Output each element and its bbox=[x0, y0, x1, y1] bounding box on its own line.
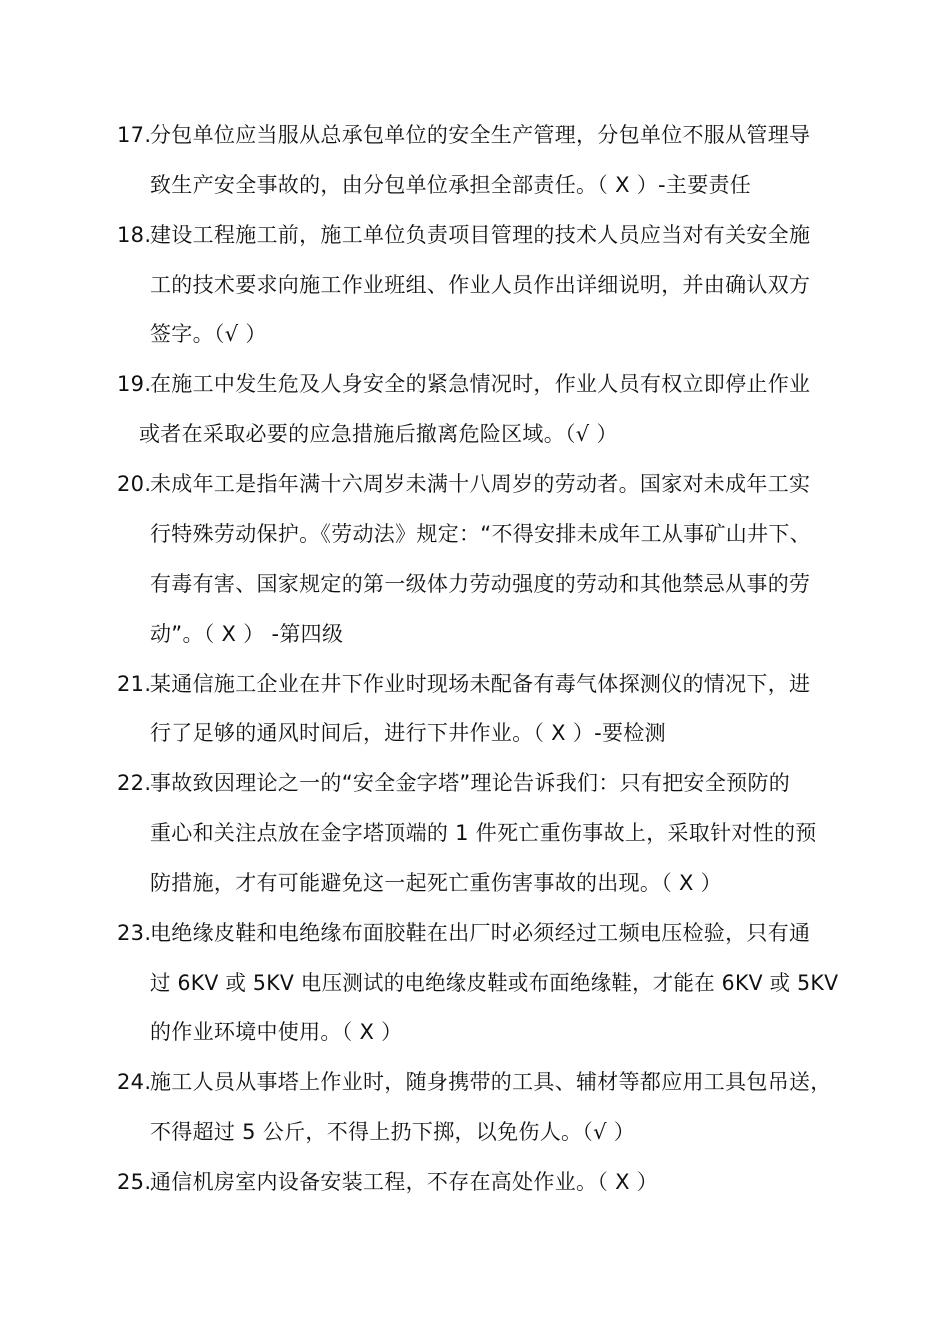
question-number: 24. bbox=[117, 1070, 152, 1094]
question-text-line: 过 6KV 或 5KV 电压测试的电绝缘皮鞋或布面绝缘鞋，才能在 6KV 或 5KV bbox=[150, 971, 839, 995]
question-text-line: 有毒有害、国家规定的第一级体力劳动强度的劳动和其他禁忌从事的劳 bbox=[150, 572, 811, 596]
question-text-line: 的作业环境中使用。（ X ） bbox=[150, 1020, 403, 1044]
question-number: 19. bbox=[117, 372, 152, 396]
question-text-line: 重心和关注点放在金字塔顶端的 1 件死亡重伤事故上，采取针对性的预 bbox=[150, 821, 817, 845]
question-text-line: 动”。（ X ） -第四级 bbox=[150, 622, 344, 646]
question-text-line: 不得超过 5 公斤，不得上扔下掷，以免伤人。（√ ） bbox=[150, 1120, 636, 1144]
question-number: 21. bbox=[117, 672, 152, 696]
question-text-line: 施工人员从事塔上作业时，随身携带的工具、辅材等都应用工具包吊送， bbox=[150, 1070, 832, 1094]
question-text-line: 行特殊劳动保护。《劳动法》规定：“不得安排未成年工从事矿山井下、 bbox=[150, 522, 811, 546]
question-number: 23. bbox=[117, 921, 152, 945]
question-text-line: 建设工程施工前，施工单位负责项目管理的技术人员应当对有关安全施 bbox=[150, 223, 811, 247]
question-text-line: 防措施，才有可能避免这一起死亡重伤害事故的出现。（ X ） bbox=[150, 871, 722, 895]
question-text-line: 事故致因理论之一的“安全金字塔”理论告诉我们：只有把安全预防的 bbox=[150, 771, 791, 795]
question-text-line: 电绝缘皮鞋和电绝缘布面胶鞋在出厂时必须经过工频电压检验，只有通 bbox=[150, 921, 811, 945]
question-text-line: 未成年工是指年满十六周岁未满十八周岁的劳动者。国家对未成年工实 bbox=[150, 472, 811, 496]
question-number: 25. bbox=[117, 1170, 152, 1194]
question-text-line: 或者在采取必要的应急措施后撤离危险区域。（√ ） bbox=[139, 422, 618, 446]
question-number: 18. bbox=[117, 223, 152, 247]
question-text-line: 签字。（√ ） bbox=[150, 322, 267, 346]
question-text-line: 致生产安全事故的，由分包单位承担全部责任。（ X ）-主要责任 bbox=[150, 173, 752, 197]
question-text-line: 行了足够的通风时间后，进行下井作业。（ X ）-要检测 bbox=[150, 721, 666, 745]
question-number: 17. bbox=[117, 123, 152, 147]
question-text-line: 工的技术要求向施工作业班组、作业人员作出详细说明，并由确认双方 bbox=[150, 273, 811, 297]
question-text-line: 在施工中发生危及人身安全的紧急情况时，作业人员有权立即停止作业 bbox=[150, 372, 811, 396]
question-text-line: 某通信施工企业在井下作业时现场未配备有毒气体探测仪的情况下，进 bbox=[150, 672, 811, 696]
question-number: 22. bbox=[117, 771, 152, 795]
question-number: 20. bbox=[117, 472, 152, 496]
question-text-line: 通信机房室内设备安装工程，不存在高处作业。（ X ） bbox=[150, 1170, 659, 1194]
question-text-line: 分包单位应当服从总承包单位的安全生产管理，分包单位不服从管理导 bbox=[150, 123, 811, 147]
